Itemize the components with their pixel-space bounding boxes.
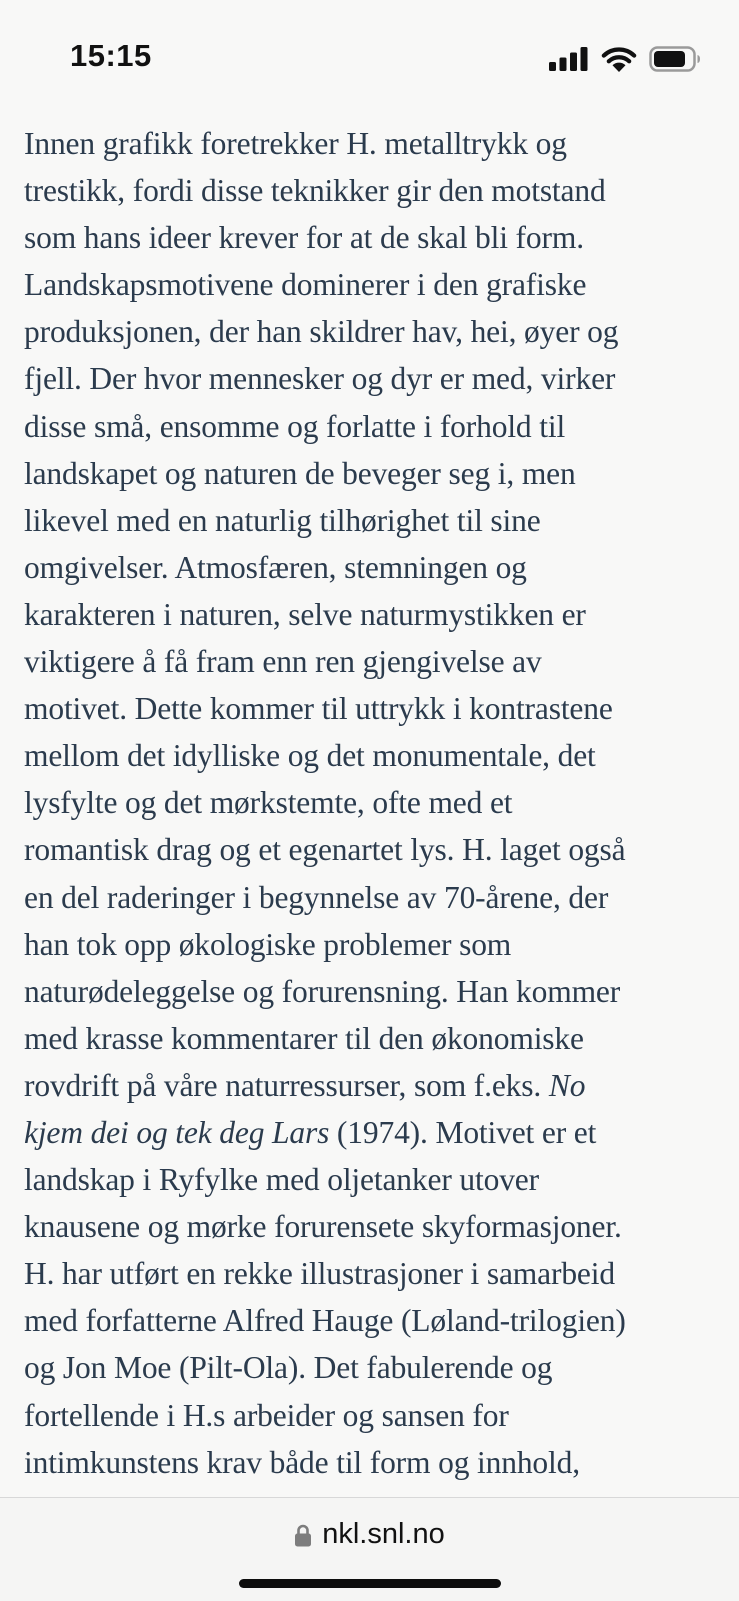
status-bar <box>0 0 739 115</box>
article-text: som hans ideer krever for at de skal bli form. <box>24 220 584 256</box>
url-field[interactable] <box>0 1518 739 1551</box>
wifi-icon <box>601 46 637 72</box>
article-line <box>24 1203 724 1250</box>
article-text: Landskapsmotivene dominerer i den grafiske <box>24 267 587 303</box>
article-line <box>24 1439 724 1486</box>
article-text: (1974). Motivet er et <box>329 1114 597 1150</box>
article-line <box>24 544 724 591</box>
article-text: med forfatterne Alfred Hauge (Løland-trilogien) <box>24 1303 626 1339</box>
battery-icon <box>649 46 701 72</box>
article-line <box>24 1344 724 1391</box>
article-line <box>24 1109 724 1156</box>
article-text: Innen grafikk foretrekker H. metalltrykk og <box>24 126 567 161</box>
article-line <box>24 1062 724 1109</box>
article-line <box>24 1297 724 1344</box>
browser-address-bar[interactable] <box>0 1497 739 1601</box>
article-line <box>24 1392 724 1439</box>
article-line <box>24 261 724 308</box>
article-text: en del raderinger i begynnelse av 70-årene, der <box>24 879 609 915</box>
article-line <box>24 874 724 921</box>
home-indicator <box>239 1579 501 1588</box>
article-text: naturødeleggelse og forurensning. Han kommer <box>24 973 621 1009</box>
article-text: landskap i Ryfylke med oljetanker utover <box>24 1162 539 1198</box>
article-text: rovdrift på våre naturressurser, som f.eks. <box>24 1067 549 1103</box>
article-text: likevel med en naturlig tilhørighet til sine <box>24 502 541 538</box>
article-body <box>24 120 724 1486</box>
article-text: motivet. Dette kommer til uttrykk i kontrastene <box>24 691 613 727</box>
article-text: knausene og mørke forurensete skyformasjoner. <box>24 1209 622 1245</box>
article-line <box>24 167 724 214</box>
article-text: trestikk, fordi disse teknikker gir den motstand <box>24 173 606 209</box>
article-text: romantisk drag og et egenartet lys. H. laget også <box>24 832 626 868</box>
article-line <box>24 450 724 497</box>
article-text: landskapet og naturen de beveger seg i, men <box>24 455 576 491</box>
article-text: mellom det idylliske og det monumentale, det <box>24 738 596 774</box>
article-line <box>24 638 724 685</box>
article-line <box>24 308 724 355</box>
article-line <box>24 403 724 450</box>
article-line <box>24 214 724 261</box>
article-line <box>24 921 724 968</box>
article-line <box>24 1156 724 1203</box>
article-text: viktigere å få fram enn ren gjengivelse av <box>24 644 542 680</box>
article-line <box>24 120 724 167</box>
article-text: produksjonen, der han skildrer hav, hei, øyer og <box>24 314 619 350</box>
article-line <box>24 779 724 826</box>
article-line <box>24 1250 724 1297</box>
article-text: omgivelser. Atmosfæren, stemningen og <box>24 549 527 585</box>
artwork-title: kjem dei og tek deg Lars <box>24 1114 330 1150</box>
article-line <box>24 826 724 873</box>
article-line <box>24 732 724 779</box>
article-line <box>24 1015 724 1062</box>
url-text[interactable]: nkl.snl.no <box>322 1518 445 1550</box>
article-text: karakteren i naturen, selve naturmystikken er <box>24 596 586 632</box>
article-line <box>24 685 724 732</box>
artwork-title: No <box>548 1067 586 1103</box>
article-text: og Jon Moe (Pilt-Ola). Det fabulerende og <box>24 1350 553 1386</box>
cellular-signal-icon <box>549 47 589 71</box>
article-text: fjell. Der hvor mennesker og dyr er med, virker <box>24 361 616 397</box>
article-line <box>24 591 724 638</box>
article-text: disse små, ensomme og forlatte i forhold til <box>24 408 566 444</box>
article-text: med krasse kommentarer til den økonomiske <box>24 1020 584 1056</box>
article-text: H. har utført en rekke illustrasjoner i samarbeid <box>24 1256 615 1292</box>
article-text: intimkunstens krav både til form og innhold, <box>24 1444 580 1480</box>
article-line <box>24 355 724 402</box>
article-line <box>24 497 724 544</box>
lock-icon <box>294 1523 312 1547</box>
article-line <box>24 968 724 1015</box>
status-icons <box>549 44 701 74</box>
article-text: fortellende i H.s arbeider og sansen for <box>24 1397 509 1433</box>
status-time: 15:15 <box>70 38 152 73</box>
article-text: han tok opp økologiske problemer som <box>24 926 512 962</box>
article-text: lysfylte og det mørkstemte, ofte med et <box>24 785 513 821</box>
